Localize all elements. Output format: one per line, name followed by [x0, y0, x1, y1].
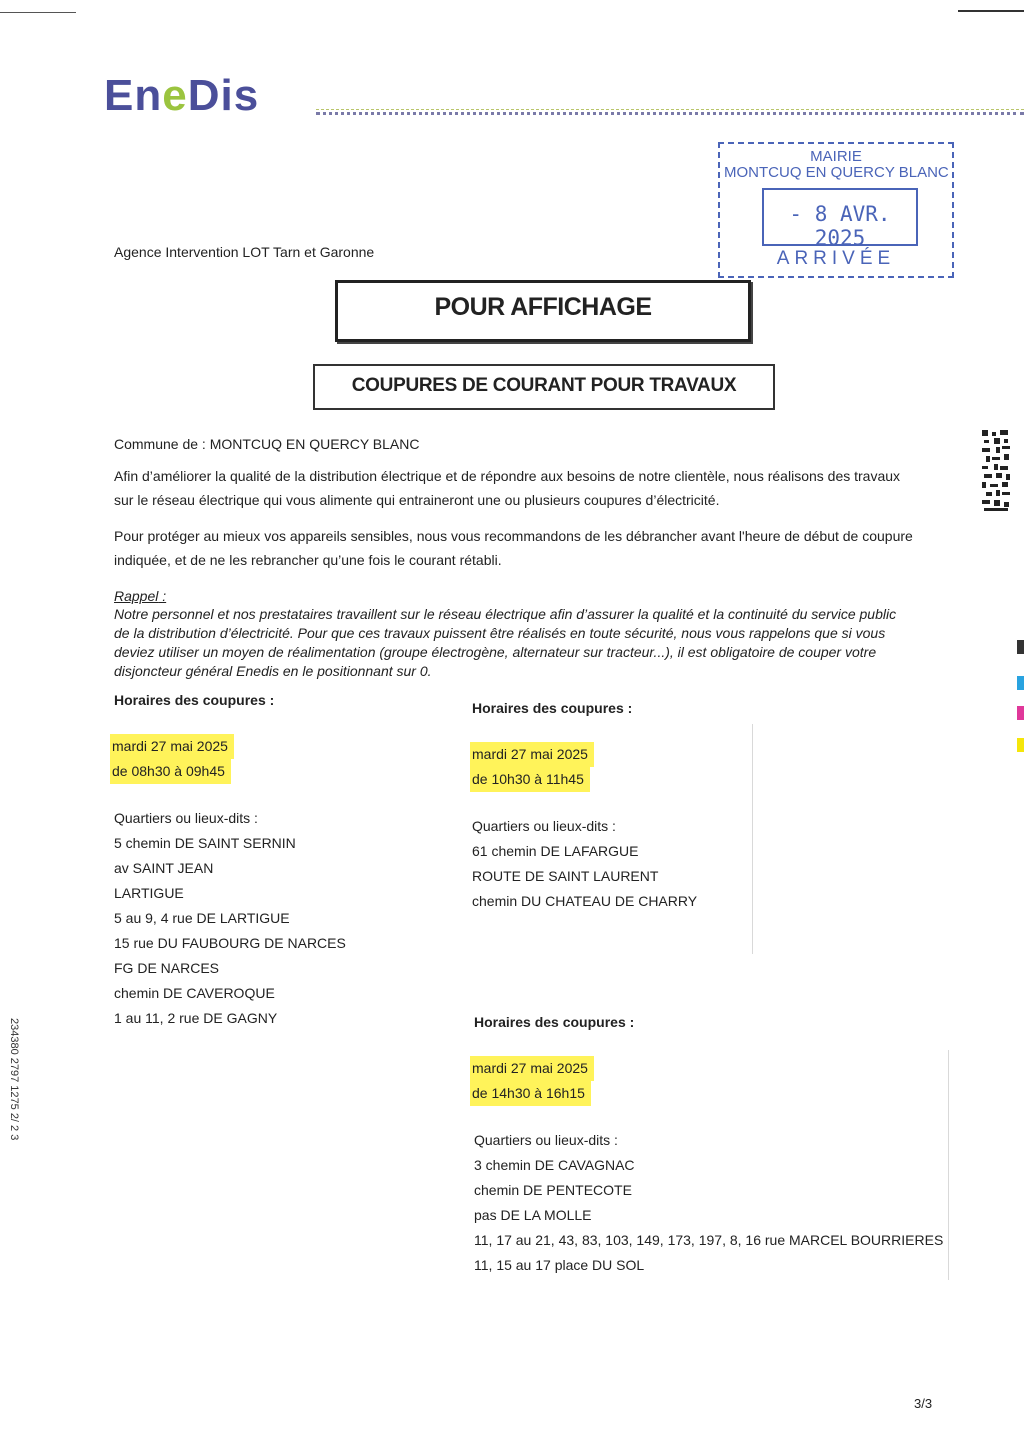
- schedule-date: mardi 27 mai 2025: [470, 1056, 594, 1081]
- list-item: 1 au 11, 2 rue DE GAGNY: [114, 1010, 278, 1026]
- list-item: pas DE LA MOLLE: [474, 1207, 592, 1223]
- stamp-line-2: MONTCUQ EN QUERCY BLANC: [724, 164, 949, 181]
- list-item: 3 chemin DE CAVAGNAC: [474, 1157, 635, 1173]
- paragraph-intro: [114, 464, 900, 512]
- stamp-date: - 8 AVR. 2025: [789, 202, 891, 250]
- list-item: 11, 15 au 17 place DU SOL: [474, 1257, 645, 1273]
- text-line: indiquée, et de ne les rebrancher qu’une fois le courant rétabli.: [114, 552, 502, 568]
- text-line: sur le réseau électrique qui vous alimente qui entraineront une ou plusieurs coupures d’électricité.: [114, 492, 720, 508]
- list-item: ROUTE DE SAINT LAURENT: [472, 868, 659, 884]
- schedule-block-2: [472, 700, 697, 914]
- places-label: Quartiers ou lieux-dits :: [472, 818, 616, 834]
- title-box: [335, 280, 751, 342]
- list-item: LARTIGUE: [114, 885, 184, 901]
- rappel-title: Rappel :: [114, 588, 167, 604]
- qr-code-icon: [982, 430, 1010, 512]
- list-item: chemin DE CAVEROQUE: [114, 985, 275, 1001]
- list-item: chemin DE PENTECOTE: [474, 1182, 632, 1198]
- scan-artifact: [948, 1050, 949, 1280]
- color-mark: [1017, 706, 1024, 720]
- text-line: Notre personnel et nos prestataires travaillent sur le réseau électrique afin d’assurer la qualité et la continuité du service public: [114, 606, 897, 622]
- page-subtitle: COUPURES DE COURANT POUR TRAVAUX: [351, 375, 737, 396]
- logo-rule-accent: [316, 109, 1024, 110]
- schedule-time: de 10h30 à 11h45: [470, 767, 590, 792]
- color-mark: [1017, 738, 1024, 752]
- stamp-date-box: [762, 188, 918, 250]
- schedule-date: mardi 27 mai 2025: [110, 734, 234, 759]
- schedule-block-3: [474, 1014, 943, 1278]
- schedule-heading: Horaires des coupures :: [472, 700, 633, 716]
- color-mark: [1017, 640, 1024, 654]
- side-reference-text: 234380 2797 1275 2/ 2 3: [8, 1018, 20, 1141]
- paragraph-advice: [114, 524, 913, 572]
- text-line: Afin d’améliorer la qualité de la distribution électrique et de répondre aux besoins de notre clientèle, nous réalisons des travaux: [114, 468, 901, 484]
- text-line: deviez utiliser un moyen de réalimentation (groupe électrogène, alternateur sur tracteur...), il est obligatoire de couper votre: [114, 644, 877, 660]
- places-label: Quartiers ou lieux-dits :: [114, 810, 258, 826]
- scan-edge-line: [0, 12, 76, 13]
- color-mark: [1017, 676, 1024, 690]
- list-item: FG DE NARCES: [114, 960, 220, 976]
- logo-rule: [316, 112, 1024, 115]
- schedule-time: de 08h30 à 09h45: [110, 759, 231, 784]
- list-item: 15 rue DU FAUBOURG DE NARCES: [114, 935, 346, 951]
- schedule-block-1: [114, 692, 346, 1031]
- schedule-time: de 14h30 à 16h15: [470, 1081, 591, 1106]
- schedule-heading: Horaires des coupures :: [114, 692, 275, 708]
- text-line: disjoncteur général Enedis en le positionnant sur 0.: [114, 663, 432, 679]
- list-item: av SAINT JEAN: [114, 860, 214, 876]
- list-item: 11, 17 au 21, 43, 83, 103, 149, 173, 197, 8, 16 rue MARCEL BOURRIERES: [474, 1232, 944, 1248]
- reception-stamp: [718, 142, 954, 278]
- rappel-text: [114, 605, 934, 681]
- side-reference: [6, 1018, 20, 1198]
- page-title: POUR AFFICHAGE: [434, 293, 652, 321]
- enedis-logo: EneDis: [104, 71, 260, 120]
- list-item: chemin DU CHATEAU DE CHARRY: [472, 893, 698, 909]
- stamp-line-1: MAIRIE: [810, 148, 862, 165]
- text-line: de la distribution d’électricité. Pour que ces travaux puissent être réalisés en toute sécurité, nous vous rappelons que si vous: [114, 625, 886, 641]
- subtitle-box: [313, 364, 775, 410]
- places-label: Quartiers ou lieux-dits :: [474, 1132, 618, 1148]
- schedule-heading: Horaires des coupures :: [474, 1014, 635, 1030]
- scan-artifact: [752, 724, 753, 954]
- page-number: 3/3: [914, 1396, 933, 1411]
- scan-edge-line: [958, 10, 1024, 12]
- schedule-date: mardi 27 mai 2025: [470, 742, 594, 767]
- text-line: Pour protéger au mieux vos appareils sensibles, nous vous recommandons de les débrancher avant l'heure de début de coupure: [114, 528, 913, 544]
- agency-name: Agence Intervention LOT Tarn et Garonne: [114, 244, 375, 260]
- list-item: 61 chemin DE LAFARGUE: [472, 843, 639, 859]
- stamp-line-3: ARRIVÉE: [776, 248, 896, 269]
- commune: Commune de : MONTCUQ EN QUERCY BLANC: [114, 436, 420, 452]
- list-item: 5 chemin DE SAINT SERNIN: [114, 835, 296, 851]
- list-item: 5 au 9, 4 rue DE LARTIGUE: [114, 910, 290, 926]
